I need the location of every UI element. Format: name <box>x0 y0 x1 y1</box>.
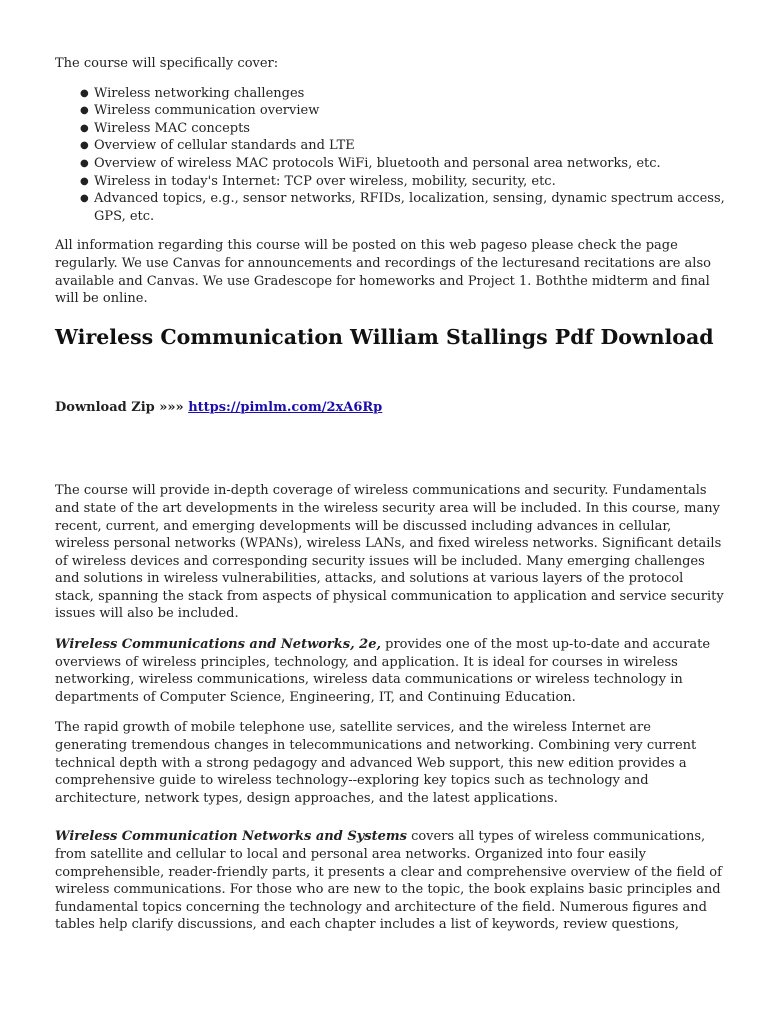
systems-paragraph <box>55 828 725 934</box>
coverage-paragraph: The course will provide in-depth coverage of wireless communications and security. Fundamentals and state of the art developments in the wireless security area will be included. In this course, many recent, current, and emerging developments will be discussed including advances in cellular, wireless personal networks (WPANs), wireless LANs, and fixed wireless networks. Significant details of wireless devices and corresponding security issues will be included. Many emerging challenges and solutions in wireless vulnerabilities, attacks, and solutions at various layers of the protocol stack, spanning the stack from aspects of physical communication to application and service security issues will also be included. <box>55 483 724 622</box>
topic-text: Wireless communication overview <box>94 103 320 119</box>
topic-text: Advanced topics, e.g., sensor networks, RFIDs, localization, sensing, dynamic spectrum access, GPS, etc. <box>94 191 725 224</box>
bullet-icon: ● <box>80 122 89 134</box>
intro-text: The course will specifically cover: <box>55 56 279 71</box>
bullet-icon: ● <box>80 140 89 152</box>
bullet-icon: ● <box>80 193 89 205</box>
info-paragraph: All information regarding this course will be posted on this web pageso please check the page regularly. We use Canvas for announcements and recordings of the lecturesand recitations are also available and Canvas. We use Gradescope for homeworks and Project 1. Boththe midterm and final will be online. <box>55 238 711 307</box>
bullet-icon: ● <box>80 175 89 187</box>
systems-text: covers all types of wireless communications, from satellite and cellular to local and personal area networks. Organized into four easily comprehensible, reader-friendly parts, it presents a clear and comprehensive overview of the field of wireless communications. For those who are new to the topic, the book explains basic principles and fundamental topics concerning the technology and architecture of the field. Numerous figures and tables help clarify discussions, and each chapter includes a list of keywords, review questions, <box>55 829 722 933</box>
topic-text: Wireless networking challenges <box>94 85 305 101</box>
topic-text: Overview of cellular standards and LTE <box>94 138 355 154</box>
page-title: Wireless Communication William Stallings Pdf Download <box>55 324 714 349</box>
book-title-emphasis: Wireless Communication Networks and Systems <box>55 829 407 845</box>
document-page <box>55 55 725 934</box>
bullet-icon: ● <box>80 87 89 99</box>
list-item <box>80 102 725 120</box>
topics-list <box>55 85 725 226</box>
list-item <box>80 85 725 103</box>
topic-text: Wireless MAC concepts <box>94 120 250 136</box>
growth-paragraph: The rapid growth of mobile telephone use, satellite services, and the wireless Internet are generating tremendous changes in telecommunications and networking. Combining very current technical depth with a strong pedagogy and advanced Web support, this new edition provides a comprehensive guide to wireless technology--exploring key topics such as technology and architecture, network types, design approaches, and the latest applications. <box>55 720 697 806</box>
download-label: Download Zip »»» <box>55 399 189 415</box>
book-title-emphasis: Wireless Communications and Networks, 2e, <box>55 637 382 653</box>
list-item <box>80 137 725 155</box>
wcn-paragraph <box>55 636 725 706</box>
topic-text: Overview of wireless MAC protocols WiFi, bluetooth and personal area networks, etc. <box>94 155 661 171</box>
download-link[interactable]: https://pimlm.com/2xA6Rp <box>188 399 383 415</box>
bullet-icon: ● <box>80 105 89 117</box>
wcn-text: provides one of the most up-to-date and accurate overviews of wireless principles, technology, and application. It is ideal for courses in wireless networking, wireless communications, wireless data communications or wireless technology in departments of Computer Science, Engineering, IT, and Continuing Education. <box>55 637 711 705</box>
bullet-icon: ● <box>80 157 89 169</box>
list-item <box>80 155 725 173</box>
list-item <box>80 120 725 138</box>
topic-text: Wireless in today's Internet: TCP over wireless, mobility, security, etc. <box>94 173 556 189</box>
download-line <box>55 399 725 417</box>
list-item <box>80 190 725 225</box>
list-item <box>80 173 725 191</box>
